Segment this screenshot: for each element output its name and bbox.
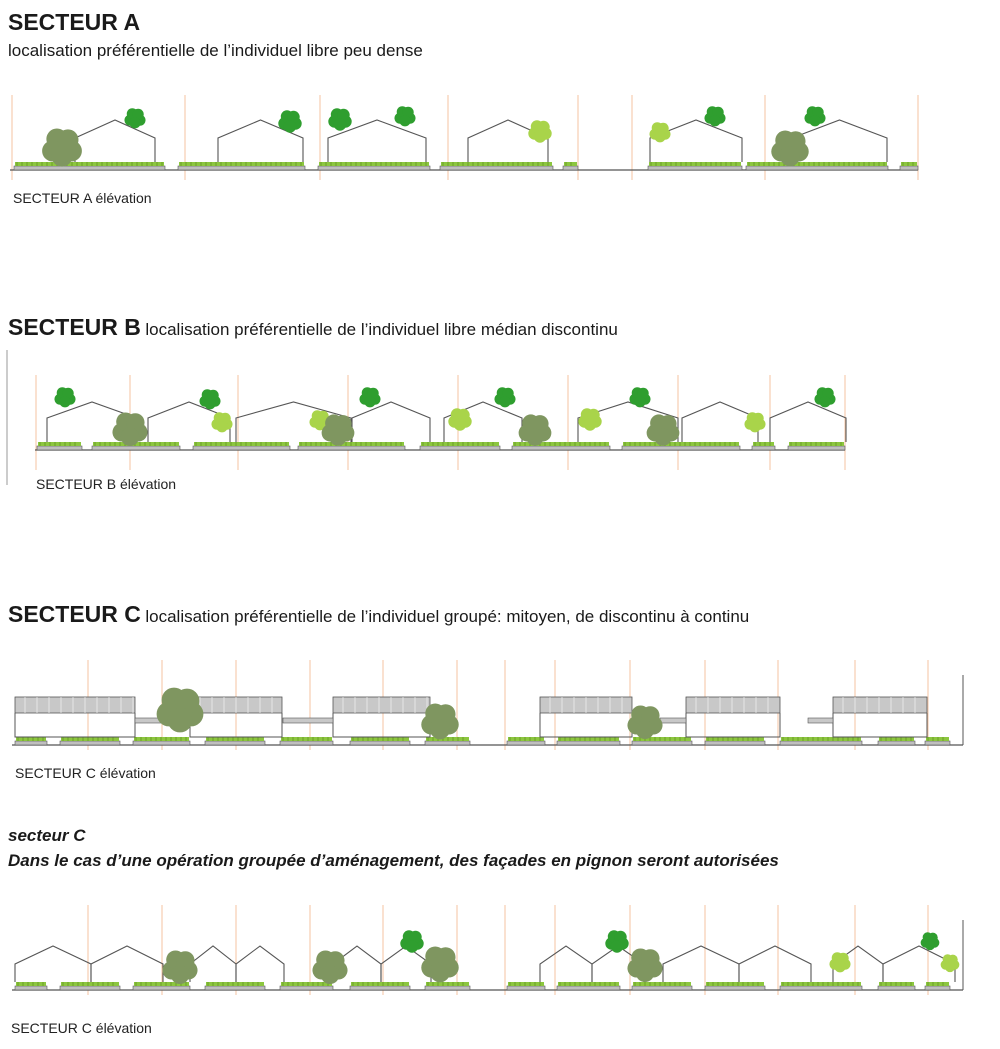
tree-foliage xyxy=(584,418,596,430)
tree xyxy=(211,412,232,432)
tree xyxy=(359,387,380,407)
facade-outline xyxy=(833,713,927,737)
secteur-a-elevation-drawing xyxy=(0,90,1000,185)
secteur-b-elevation-drawing xyxy=(0,345,1000,490)
plot-base xyxy=(133,741,190,745)
hedge xyxy=(281,737,332,741)
plot-base xyxy=(15,741,47,745)
tree-foliage xyxy=(406,940,418,952)
plot-base xyxy=(780,741,862,745)
plot-base xyxy=(752,446,775,450)
secteur-c-subtitle: localisation préférentielle de l’individuel groupé: mitoyen, de discontinu à continu xyxy=(145,607,750,626)
secteur-b-title: SECTEUR B xyxy=(8,314,141,340)
hedge xyxy=(299,442,404,446)
plot-base xyxy=(557,741,620,745)
plot-base xyxy=(60,741,120,745)
tree-foliage xyxy=(204,398,215,409)
tree-foliage xyxy=(809,115,820,126)
secteur-c-pignon-elevation-drawing xyxy=(0,900,1000,1000)
plot-base xyxy=(507,986,545,990)
facade-outline xyxy=(333,713,430,737)
tree-foliage xyxy=(709,115,720,126)
tree xyxy=(54,387,75,407)
hedge xyxy=(633,982,691,986)
secteur-c-title: SECTEUR C xyxy=(8,601,141,627)
tree xyxy=(448,408,471,430)
plot-base xyxy=(705,741,765,745)
hedge xyxy=(194,442,289,446)
tree-foliage xyxy=(526,428,543,445)
tree xyxy=(421,946,458,982)
plot-base xyxy=(420,446,500,450)
plot-base xyxy=(507,741,545,745)
tree-foliage xyxy=(321,965,340,984)
hedge xyxy=(926,982,949,986)
plot-base xyxy=(280,741,333,745)
plot-base xyxy=(900,166,918,170)
plot-base xyxy=(425,986,470,990)
plot-base xyxy=(780,986,862,990)
house-outline xyxy=(91,946,163,982)
tree xyxy=(421,703,458,739)
hedge xyxy=(926,737,949,741)
plot-base xyxy=(512,446,610,450)
tree-foliage xyxy=(121,427,140,446)
hedge xyxy=(753,442,774,446)
tree-foliage xyxy=(334,118,346,130)
hedge xyxy=(351,737,409,741)
tree xyxy=(629,387,650,407)
secteur-c-heading xyxy=(8,601,749,628)
tree xyxy=(649,122,670,142)
plot-base xyxy=(925,986,950,990)
hedge xyxy=(747,162,887,166)
secteur-b-caption: SECTEUR B élévation xyxy=(36,476,177,492)
plot-base xyxy=(37,446,82,450)
facade-outline xyxy=(540,713,632,737)
plot-base xyxy=(60,986,120,990)
flat-roof-block xyxy=(833,697,927,713)
link-building xyxy=(283,718,333,723)
house-outline xyxy=(236,946,284,982)
hedge xyxy=(706,737,764,741)
tree xyxy=(814,387,835,407)
tree-foliage xyxy=(430,719,450,739)
tree xyxy=(394,106,415,126)
tree xyxy=(627,705,662,739)
plot-base xyxy=(788,446,845,450)
plot-base xyxy=(563,166,578,170)
plot-base xyxy=(92,446,180,450)
tree-foliage xyxy=(454,418,466,430)
tree-foliage xyxy=(284,120,296,132)
house-outline xyxy=(739,946,811,982)
tree xyxy=(157,688,204,733)
secteur-c-pignon-caption: SECTEUR C élévation xyxy=(11,1020,152,1036)
plot-base xyxy=(350,741,410,745)
hedge xyxy=(879,982,914,986)
tree-foliage xyxy=(59,396,70,407)
secteur-c-note-text: Dans le cas d’une opération groupée d’aménagement, des façades en pignon seront autorisées xyxy=(8,851,779,870)
hedge xyxy=(426,737,469,741)
plot-base xyxy=(705,986,765,990)
house-outline xyxy=(15,946,91,982)
plot-base xyxy=(622,446,740,450)
tree-foliage xyxy=(499,396,510,407)
facade-outline xyxy=(686,713,780,737)
tree-foliage xyxy=(329,428,346,445)
tree-foliage xyxy=(834,961,845,972)
house-outline xyxy=(352,402,430,442)
plot-base xyxy=(878,986,915,990)
plot-base xyxy=(425,741,470,745)
tree xyxy=(322,414,355,445)
tree xyxy=(578,408,601,430)
tree xyxy=(42,129,82,167)
secteur-a-title: SECTEUR A xyxy=(8,9,141,35)
tree xyxy=(312,950,347,984)
tree-foliage xyxy=(634,396,645,407)
tree xyxy=(921,932,940,950)
house-outline xyxy=(770,402,846,442)
hedge xyxy=(351,982,409,986)
plot-base xyxy=(15,986,47,990)
tree-foliage xyxy=(749,421,760,432)
tree xyxy=(627,948,662,982)
tree xyxy=(941,954,960,972)
house-outline xyxy=(75,120,155,162)
tree xyxy=(605,930,628,952)
tree-foliage xyxy=(636,963,655,982)
flat-roof-block xyxy=(15,697,135,713)
tree xyxy=(744,412,765,432)
hedge xyxy=(508,982,544,986)
tree xyxy=(400,930,423,952)
tree-foliage xyxy=(819,396,830,407)
tree-foliage xyxy=(216,421,227,432)
plot-base xyxy=(350,986,410,990)
secteur-c-elevation-drawing xyxy=(0,655,1000,755)
secteur-a-subtitle: localisation préférentielle de l’individuel libre peu dense xyxy=(8,41,423,60)
plot-base xyxy=(205,741,265,745)
tree xyxy=(494,387,515,407)
tree xyxy=(519,414,552,445)
hedge xyxy=(16,737,46,741)
facade-outline xyxy=(15,713,135,737)
hedge xyxy=(508,737,544,741)
tree xyxy=(199,389,220,409)
tree xyxy=(328,108,351,130)
tree-foliage xyxy=(534,130,546,142)
tree xyxy=(771,130,808,166)
tree-foliage xyxy=(51,146,72,167)
tree xyxy=(647,414,680,445)
hedge xyxy=(61,982,119,986)
hedge xyxy=(649,162,741,166)
hedge xyxy=(426,982,469,986)
tree-foliage xyxy=(168,708,193,733)
tree-foliage xyxy=(430,962,450,982)
tree-foliage xyxy=(780,146,800,166)
plot-base xyxy=(632,741,692,745)
plot-base xyxy=(925,741,950,745)
hedge xyxy=(38,442,81,446)
plot-base xyxy=(280,986,333,990)
house-outline xyxy=(663,946,739,982)
hedge xyxy=(179,162,304,166)
secteur-c-note-title: secteur C xyxy=(8,826,86,845)
hedge xyxy=(319,162,429,166)
flat-roof-block xyxy=(333,697,430,713)
plot-base xyxy=(440,166,553,170)
tree-foliage xyxy=(945,962,955,972)
plot-base xyxy=(746,166,888,170)
hedge xyxy=(623,442,739,446)
hedge xyxy=(513,442,609,446)
plot-base xyxy=(878,741,915,745)
house-outline xyxy=(190,946,236,982)
tree-foliage xyxy=(611,940,623,952)
tree-foliage xyxy=(129,117,140,128)
secteur-b-heading xyxy=(8,314,618,341)
hedge xyxy=(206,982,264,986)
hedge xyxy=(206,737,264,741)
tree xyxy=(804,106,825,126)
tree-foliage xyxy=(636,720,655,739)
tree-foliage xyxy=(364,396,375,407)
tree-foliage xyxy=(654,131,665,142)
secteur-a-caption: SECTEUR A élévation xyxy=(13,190,152,206)
tree-foliage xyxy=(399,115,410,126)
plot-base xyxy=(205,986,265,990)
hedge xyxy=(901,162,917,166)
link-building xyxy=(660,718,686,723)
hedge xyxy=(706,982,764,986)
tree-foliage xyxy=(654,428,671,445)
secteur-b-subtitle: localisation préférentielle de l’individuel libre médian discontinu xyxy=(145,320,618,339)
flat-roof-block xyxy=(686,697,780,713)
plot-base xyxy=(557,986,620,990)
tree xyxy=(112,412,147,446)
plot-base xyxy=(133,986,190,990)
hedge xyxy=(16,982,46,986)
tree xyxy=(704,106,725,126)
hedge xyxy=(879,737,914,741)
secteur-c-caption: SECTEUR C élévation xyxy=(15,765,156,781)
tree-foliage xyxy=(171,965,190,984)
plot-base xyxy=(178,166,305,170)
plot-base xyxy=(648,166,742,170)
plot-base xyxy=(14,166,165,170)
tree xyxy=(162,950,197,984)
link-building xyxy=(808,718,833,723)
tree-foliage xyxy=(925,940,935,950)
plot-base xyxy=(193,446,290,450)
house-outline xyxy=(540,946,592,982)
hedge xyxy=(61,737,119,741)
plot-base xyxy=(298,446,405,450)
hedge xyxy=(281,982,332,986)
plot-base xyxy=(632,986,692,990)
plot-base xyxy=(318,166,430,170)
